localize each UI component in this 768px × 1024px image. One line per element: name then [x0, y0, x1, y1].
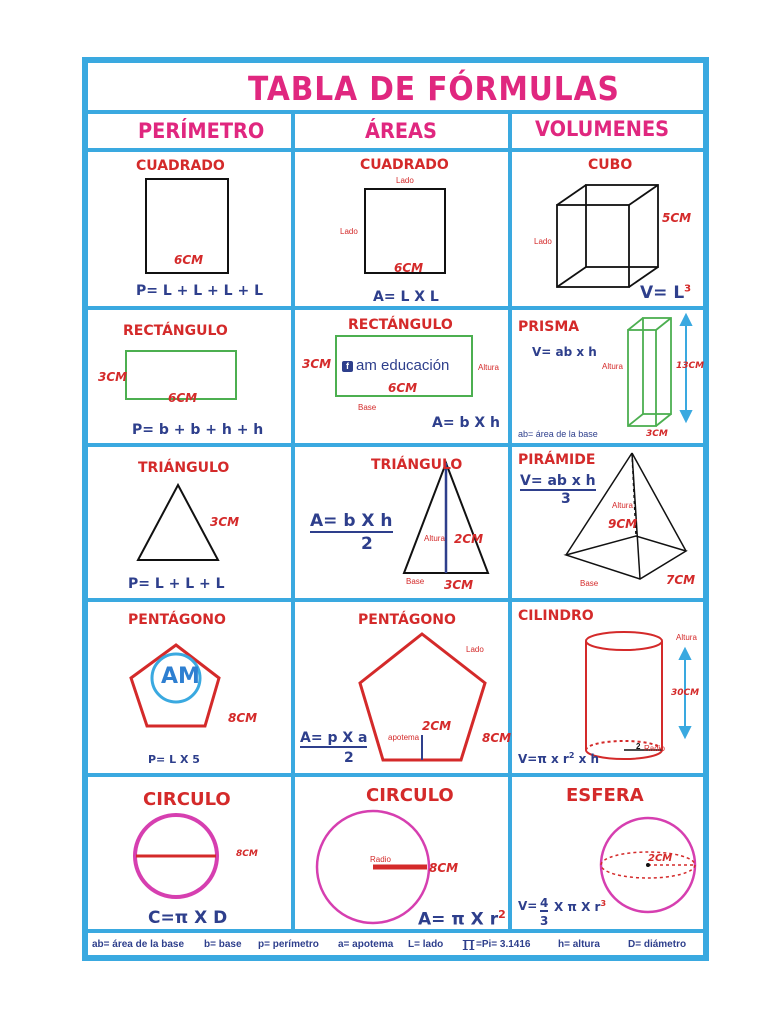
volume-cylinder-radius-number: 2 — [636, 742, 641, 751]
volume-pyramid-formula-numerator: V= ab x h — [520, 473, 596, 489]
area-triangle-base-measure: 3CM — [444, 578, 474, 592]
perimeter-rectangle-formula: P= b + b + h + h — [132, 422, 264, 438]
volume-cylinder-height-measure: 30CM — [671, 688, 700, 698]
pi-symbol: π — [462, 931, 476, 955]
area-square-left-side: Lado — [340, 227, 358, 236]
volume-pyramid-base: Base — [580, 579, 599, 588]
shapes-layer — [88, 63, 703, 955]
volume-cylinder-altura: Altura — [676, 633, 697, 642]
area-pentagon-formula-denominator: 2 — [344, 750, 354, 766]
perimeter-triangle-shape — [138, 485, 218, 560]
volume-prism-note: ab= área de la base — [518, 429, 598, 439]
column-header-areas: ÁREAS — [365, 119, 437, 143]
perimeter-rectangle-width: 6CM — [168, 391, 198, 405]
volume-sphere-radius-measure: 2CM — [648, 853, 673, 864]
area-rectangle-formula: A= b X h — [432, 415, 500, 431]
volume-pyramid-altura: Altura — [612, 501, 633, 510]
area-square-measure: 6CM — [394, 261, 424, 275]
prism-shape — [628, 318, 671, 426]
facebook-icon: f — [342, 361, 353, 372]
volume-cylinder-formula: V=π x $r^2$ x h — [518, 751, 600, 766]
volume-cube-label: CUBO — [588, 157, 633, 173]
area-rectangle-altura: Altura — [478, 363, 499, 372]
volume-pyramid-formula-denominator: 3 — [561, 491, 571, 507]
column-header-volumenes: VOLUMENES — [535, 117, 670, 141]
volume-prism-height-measure: 13CM — [676, 361, 705, 371]
watermark-am-educacion: f am educación — [342, 357, 449, 374]
volume-prism-label: PRISMA — [518, 319, 580, 335]
area-square-formula: A= L X L — [373, 289, 439, 305]
legend-area-base: ab= área de la base — [92, 939, 185, 950]
area-pentagon-apothem-measure: 2CM — [422, 719, 452, 733]
area-square-label: CUADRADO — [360, 157, 449, 173]
pyramid-shape — [566, 453, 686, 579]
area-triangle-formula-denominator: 2 — [361, 534, 373, 554]
cylinder-shape — [586, 632, 662, 759]
volume-cube-formula: $V= L^3$ — [640, 283, 692, 303]
legend-diametro: D= diámetro — [628, 939, 687, 950]
legend-base: b= base — [204, 939, 242, 950]
volume-pyramid-base-measure: 7CM — [666, 573, 696, 587]
volume-prism-formula: V= ab x h — [532, 345, 597, 359]
area-pentagon-side-measure: 8CM — [482, 731, 512, 745]
volume-sphere-formula-prefix: V= — [518, 899, 538, 913]
legend-altura: h= altura — [558, 939, 600, 950]
volume-prism-base-measure: 3CM — [646, 429, 668, 439]
area-triangle-base: Base — [406, 577, 425, 586]
volume-cylinder-radius-label: Radio — [644, 744, 665, 753]
volume-pyramid-height-measure: 9CM — [608, 517, 638, 531]
area-circle-measure: 8CM — [429, 861, 459, 875]
perimeter-square-formula: P= L + L + L + L — [136, 283, 263, 299]
formula-sheet — [88, 63, 703, 955]
volume-sphere-label: ESFERA — [566, 785, 644, 806]
perimeter-triangle-formula: P= L + L + L — [128, 576, 225, 592]
perimeter-circle-formula: C=π X D — [148, 908, 228, 928]
legend-pi: =Pi= 3.1416 — [476, 939, 531, 950]
volume-sphere-fraction-numerator: 4 — [540, 896, 549, 910]
legend-lado: L= lado — [408, 939, 444, 950]
area-triangle-height-measure: 2CM — [454, 532, 484, 546]
perimeter-pentagon-label: PENTÁGONO — [128, 612, 226, 628]
area-rectangle-base-measure: 6CM — [388, 381, 418, 395]
formula-sheet-frame — [82, 57, 709, 961]
perimeter-pentagon-formula: P= L X 5 — [148, 753, 200, 766]
area-rectangle-height: 3CM — [302, 357, 332, 371]
area-rectangle-base: Base — [358, 403, 377, 412]
page-title: TABLA DE FÓRMULAS — [248, 69, 620, 108]
area-rectangle-label: RECTÁNGULO — [348, 317, 453, 333]
legend-apotema: a= apotema — [338, 939, 394, 950]
perimeter-circle-measure: 8CM — [236, 849, 258, 859]
volume-prism-altura: Altura — [602, 362, 623, 371]
sphere-shape — [601, 818, 695, 912]
volume-cube-edge-measure: 5CM — [662, 211, 692, 225]
volume-cube-side-label: Lado — [534, 237, 552, 246]
area-pentagon-formula-numerator: A= p X a — [300, 730, 368, 746]
area-triangle-label: TRIÁNGULO — [371, 457, 463, 473]
legend-perimetro: p= perímetro — [258, 939, 319, 950]
perimeter-triangle-side: 3CM — [210, 515, 240, 529]
perimeter-square-measure: 6CM — [174, 253, 204, 267]
area-square-top-side: Lado — [396, 176, 414, 185]
volume-cylinder-label: CILINDRO — [518, 608, 594, 624]
area-triangle-altura: Altura — [424, 534, 445, 543]
area-triangle-formula-numerator: A= b X h — [310, 511, 393, 531]
area-pentagon-label: PENTÁGONO — [358, 612, 456, 628]
area-circle-radius-label: Radio — [370, 855, 391, 864]
am-logo: AM — [161, 664, 200, 689]
area-pentagon-apothem-label: apotema — [388, 733, 420, 742]
perimeter-rectangle-label: RECTÁNGULO — [123, 323, 228, 339]
area-circle-label: CIRCULO — [366, 785, 454, 806]
perimeter-square-label: CUADRADO — [136, 158, 225, 174]
perimeter-circle-label: CIRCULO — [143, 789, 231, 810]
volume-pyramid-label: PIRÁMIDE — [518, 452, 596, 468]
area-circle-formula: A= π X $r^2$ — [418, 908, 506, 930]
volume-sphere-formula: X π X $r^3$ — [554, 899, 607, 914]
volume-sphere-fraction-denominator: 3 — [540, 914, 549, 928]
perimeter-pentagon-side: 8CM — [228, 711, 258, 725]
cube-shape — [557, 185, 658, 287]
column-header-perimetro: PERÍMETRO — [138, 119, 265, 143]
perimeter-triangle-label: TRIÁNGULO — [138, 460, 230, 476]
area-pentagon-side-label: Lado — [466, 645, 484, 654]
perimeter-rectangle-height: 3CM — [98, 370, 128, 384]
